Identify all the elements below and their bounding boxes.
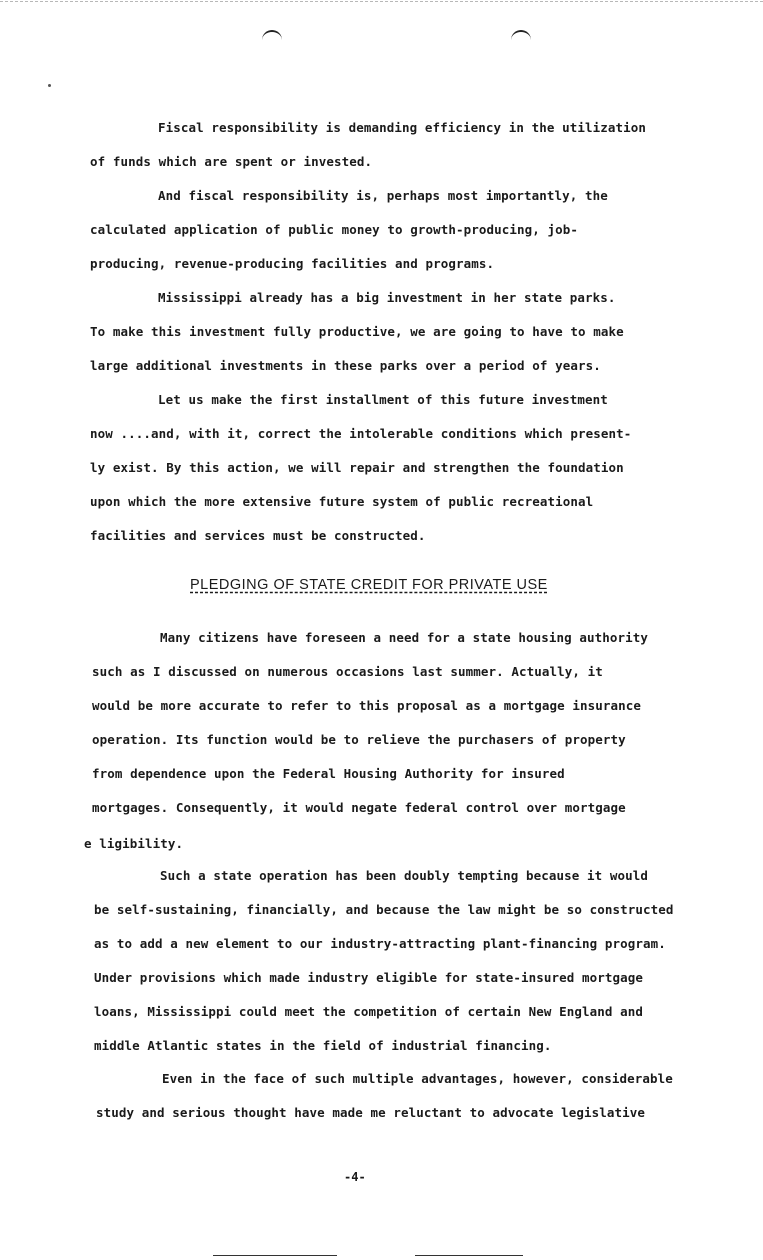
text-line: as to add a new element to our industry-attracting plant-financing program.	[94, 936, 666, 951]
page-number: -4-	[344, 1170, 366, 1184]
footer-rule-left	[213, 1255, 337, 1256]
text-line: of funds which are spent or invested.	[90, 154, 373, 169]
text-line: such as I discussed on numerous occasions last summer. Actually, it	[92, 664, 603, 679]
text-line: Mississippi already has a big investment in her state parks.	[158, 290, 616, 305]
binder-hole-mark-right	[511, 30, 531, 42]
text-line: from dependence upon the Federal Housing Authority for insured	[92, 766, 565, 781]
text-line: large additional investments in these parks over a period of years.	[90, 358, 601, 373]
text-line: now ....and, with it, correct the intolerable conditions which present-	[90, 426, 632, 441]
binder-hole-mark-left	[262, 30, 282, 42]
text-line: Let us make the first installment of this future investment	[158, 392, 608, 407]
text-line: ly exist. By this action, we will repair and strengthen the foundation	[90, 460, 624, 475]
text-line: producing, revenue-producing facilities and programs.	[90, 256, 495, 271]
text-line: Even in the face of such multiple advantages, however, considerable	[162, 1071, 673, 1086]
text-line: calculated application of public money to growth-producing, job-	[90, 222, 579, 237]
footer-rule-right	[415, 1255, 523, 1256]
text-line: And fiscal responsibility is, perhaps most importantly, the	[158, 188, 608, 203]
section-heading: PLEDGING OF STATE CREDIT FOR PRIVATE USE	[190, 577, 548, 593]
text-line: To make this investment fully productive, we are going to have to make	[90, 324, 624, 339]
text-line: Under provisions which made industry eligible for state-insured mortgage	[94, 970, 644, 985]
text-line: e ligibility.	[84, 836, 184, 851]
text-line: Many citizens have foreseen a need for a state housing authority	[160, 630, 649, 645]
text-line: be self-sustaining, financially, and because the law might be so constructed	[94, 902, 674, 917]
scan-speck	[48, 84, 51, 87]
perforated-edge	[0, 1, 763, 2]
text-line: would be more accurate to refer to this proposal as a mortgage insurance	[92, 698, 642, 713]
text-line: Such a state operation has been doubly tempting because it would	[160, 868, 649, 883]
text-line: study and serious thought have made me reluctant to advocate legislative	[96, 1105, 646, 1120]
text-line: mortgages. Consequently, it would negate federal control over mortgage	[92, 800, 626, 815]
text-line: upon which the more extensive future system of public recreational	[90, 494, 594, 509]
text-line: operation. Its function would be to relieve the purchasers of property	[92, 732, 626, 747]
text-line: Fiscal responsibility is demanding efficiency in the utilization	[158, 120, 647, 135]
text-line: middle Atlantic states in the field of industrial financing.	[94, 1038, 552, 1053]
text-line: facilities and services must be constructed.	[90, 528, 426, 543]
text-line: loans, Mississippi could meet the competition of certain New England and	[94, 1004, 644, 1019]
